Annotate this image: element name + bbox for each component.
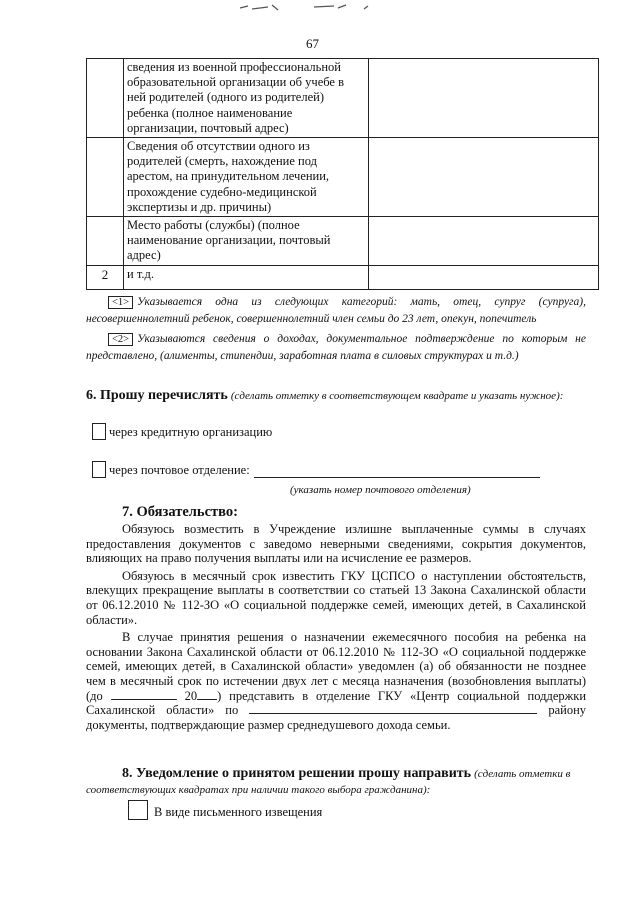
row-value-cell[interactable] [369, 59, 599, 138]
section-7-title: 7. Обязательство: [122, 504, 238, 520]
obligation-paragraph-1: Обязуюсь возместить в Учреждение излишне выплаченные суммы в случаях предоставления документов с заведомо неверными сведениями, сокрытия документов, влияющих на право получения выплаты или на исчисление ее размеров. [86, 522, 586, 566]
obligation-paragraph-3 [86, 630, 586, 732]
row-description: Место работы (службы) (полное наименование организации, почтовый адрес) [124, 217, 369, 266]
deadline-year-prefix: 20 [184, 688, 198, 703]
row-number [87, 59, 124, 138]
district-field[interactable] [249, 703, 537, 714]
row-description: и т.д. [124, 265, 369, 289]
footnote-text: Указываются сведения о доходах, документальное подтверждение по которым не представлено, (алименты, стипендии, заработная плата в силовых структурах и т.д.) [86, 333, 586, 362]
option-post-office[interactable] [92, 461, 540, 478]
scan-marks [238, 2, 388, 12]
row-value-cell[interactable] [369, 265, 599, 289]
table-row [87, 265, 599, 289]
row-number: 2 [87, 265, 124, 289]
section-6-heading [86, 388, 586, 404]
option-written-notice[interactable] [128, 800, 322, 820]
post-office-hint: (указать номер почтового отделения) [290, 484, 471, 496]
footnote-mark: <1> [108, 296, 133, 309]
row-number [87, 138, 124, 217]
income-table [86, 58, 599, 290]
option-label: В виде письменного извещения [154, 805, 323, 819]
table-row [87, 138, 599, 217]
obligation-text: В случае принятия решения о назначении ежемесячного пособия на ребенка на основании Закона Сахалинской области от 06.12.2010 № 112-ЗО «О социальной поддержке семей, имеющих детей, в Сахалинской области» уведомлен (а) об обязанности не позднее чем в месячный срок по истечении двух лет с месяца назначения (возобновления выплаты) (до [86, 630, 586, 703]
footnote-2 [86, 331, 586, 364]
footnote-mark: <2> [108, 333, 133, 346]
footnote-1 [86, 294, 586, 327]
section-8-title: 8. Уведомление о принятом решении прошу направить [122, 766, 472, 781]
section-8-hint: (сделать отметки в соответствующих квадратах при наличии такого выбора гражданина): [86, 768, 571, 796]
deadline-year-field[interactable] [197, 689, 217, 700]
deadline-date-field[interactable] [111, 689, 177, 700]
row-value-cell[interactable] [369, 138, 599, 217]
row-number [87, 217, 124, 266]
post-office-number-field[interactable] [254, 465, 540, 478]
page-number: 67 [306, 36, 319, 51]
footnotes [86, 294, 586, 368]
obligation-text: ) представить в отделение ГКУ «Центр социальной поддержки Сахалинской области» по [86, 688, 587, 718]
row-value-cell[interactable] [369, 217, 599, 266]
footnote-text: Указывается одна из следующих категорий: мать, отец, супруг (супруга), несовершеннолетний ребенок, совершеннолетний член семьи до 23 лет, опекун, попечитель [86, 296, 586, 325]
written-notice-checkbox[interactable] [128, 800, 148, 820]
row-description: сведения из военной профессиональной образовательной организации об учебе в ней родителей (одного из родителей) ребенка (полное наименование организации, почтовый адрес) [124, 59, 369, 138]
credit-org-checkbox[interactable] [92, 423, 106, 440]
table-row [87, 59, 599, 138]
option-label: через кредитную организацию [109, 425, 273, 439]
option-credit-organization[interactable] [92, 423, 272, 440]
section-7-body [86, 522, 586, 735]
obligation-text: району документы, подтверждающие размер среднедушевого дохода семьи. [86, 703, 587, 732]
obligation-paragraph-2: Обязуюсь в месячный срок известить ГКУ ЦСПСО о наступлении обстоятельств, влекущих прекращение выплаты в соответствии со статьей 13 Закона Сахалинской области от 06.12.2010 № 112-ЗО «О социальной поддержке семей, имеющих детей, в Сахалинской области». [86, 568, 586, 627]
option-label: через почтовое отделение: [109, 463, 250, 477]
section-6-hint: (сделать отметку в соответствующем квадрате и указать нужное): [230, 390, 564, 402]
section-8-heading [86, 766, 596, 798]
row-description: Сведения об отсутствии одного из родителей (смерть, нахождение под арестом, на принудительном лечении, прохождение судебно-медицинской экспертизы и др. причины) [124, 138, 369, 217]
post-office-checkbox[interactable] [92, 461, 106, 478]
section-6-title: 6. Прошу перечислять [86, 388, 228, 403]
table-row [87, 217, 599, 266]
